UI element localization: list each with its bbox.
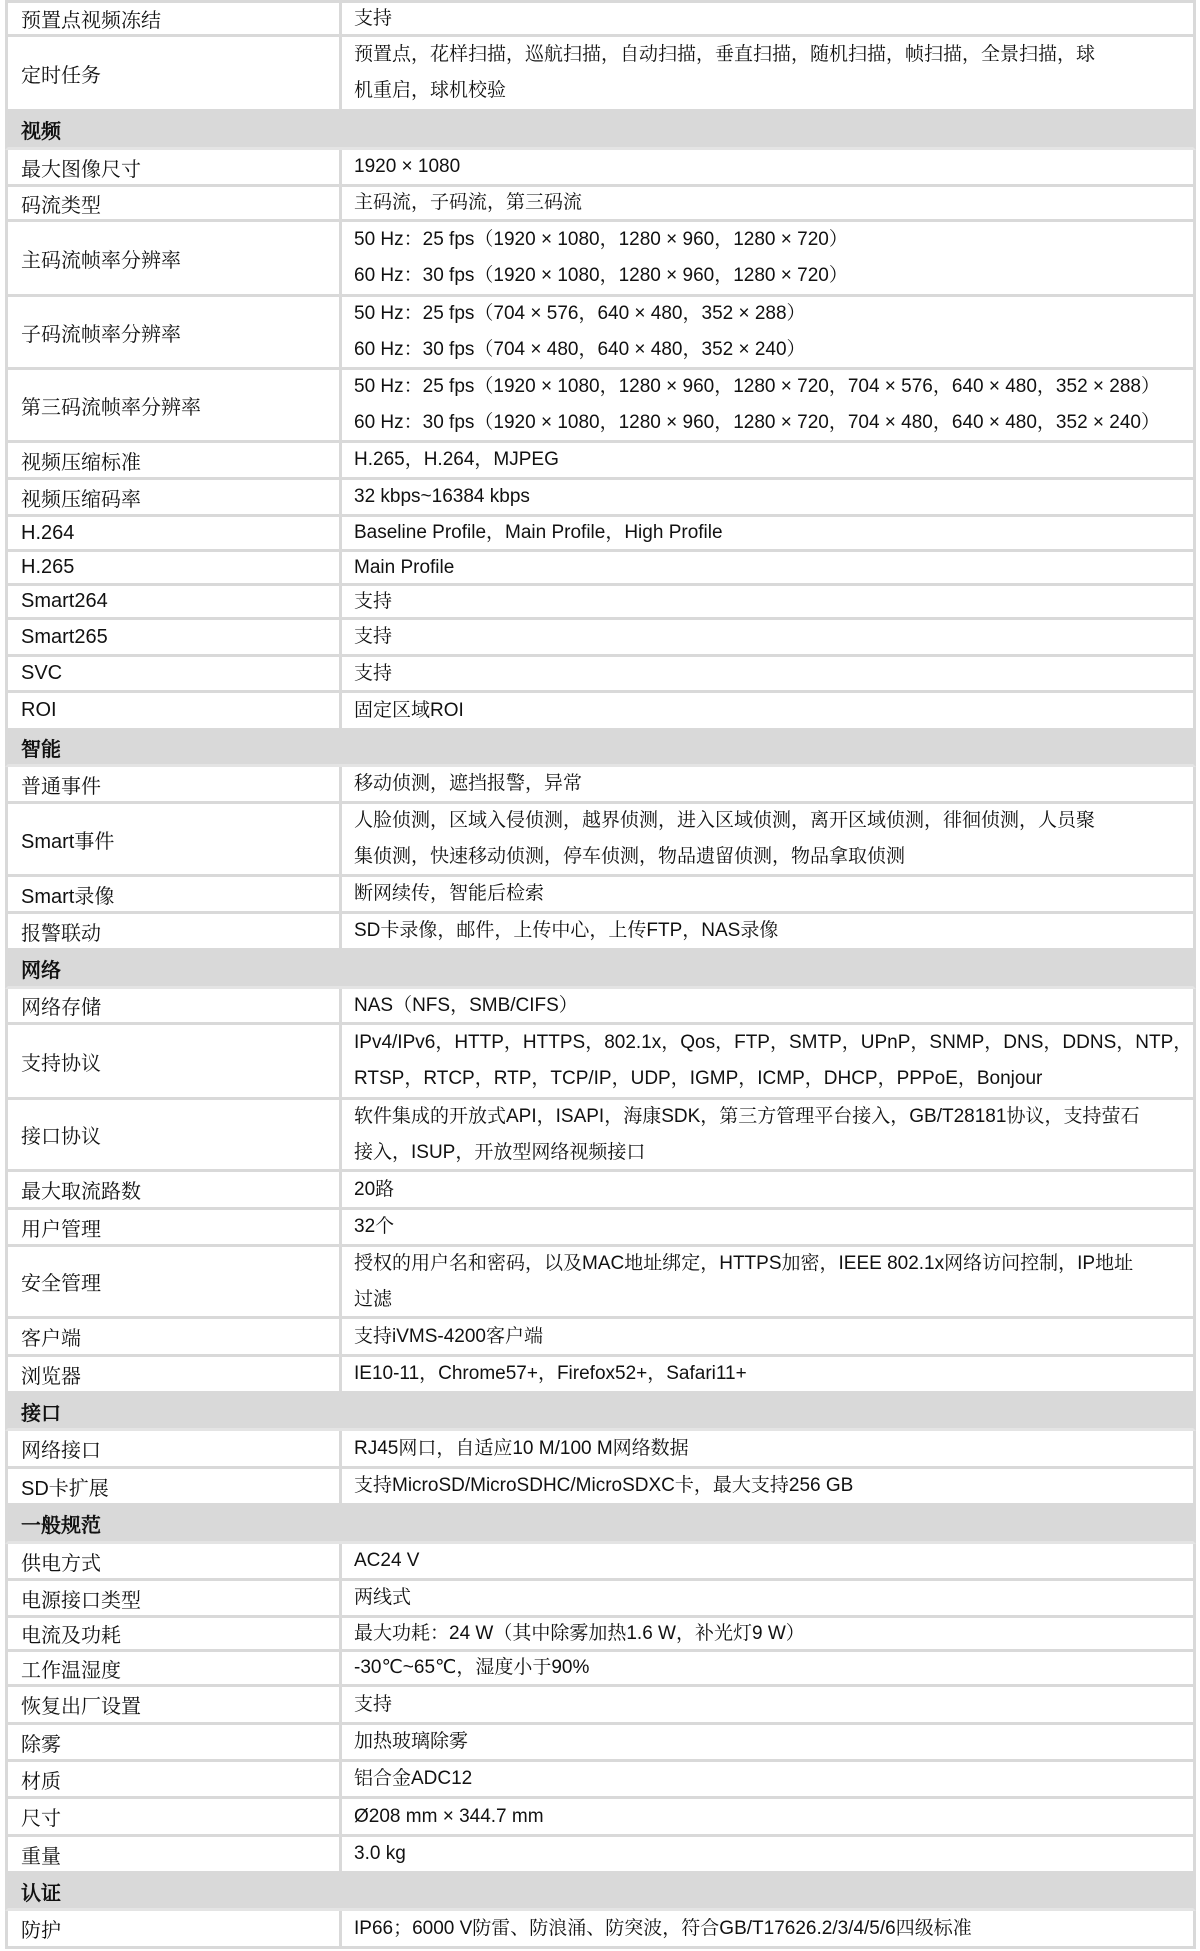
spec-row <box>5 37 1196 112</box>
spec-label: 安全管理 <box>5 1247 342 1316</box>
spec-row <box>5 804 1196 877</box>
spec-value <box>342 1581 1196 1615</box>
spec-value-line: RTSP，RTCP，RTP，TCP/IP，UDP，IGMP，ICMP，DHCP，PPPoE，Bonjour <box>354 1068 1043 1089</box>
spec-value <box>342 222 1196 294</box>
spec-row <box>5 914 1196 951</box>
spec-value-line: 铝合金ADC12 <box>354 1768 473 1789</box>
spec-label: 浏览器 <box>5 1357 342 1391</box>
spec-value-line: 集侦测，快速移动侦测，停车侦测，物品遗留侦测，物品拿取侦测 <box>354 846 906 867</box>
spec-value-line: 两线式 <box>354 1587 412 1608</box>
spec-value <box>342 914 1196 948</box>
spec-value-line: 32 kbps~16384 kbps <box>354 486 530 507</box>
spec-label: Smart事件 <box>5 804 342 874</box>
spec-value-line: 60 Hz：30 fps（704 × 480，640 × 480，352 × 240） <box>354 339 806 360</box>
spec-row <box>5 1837 1196 1874</box>
spec-value <box>342 693 1196 728</box>
spec-label: 除雾 <box>5 1725 342 1759</box>
spec-value-line: H.265，H.264，MJPEG <box>354 449 559 470</box>
spec-value <box>342 804 1196 874</box>
spec-label: SVC <box>5 657 342 690</box>
spec-label: 最大取流路数 <box>5 1172 342 1207</box>
spec-label: 视频压缩码率 <box>5 480 342 514</box>
spec-value-line: 移动侦测，遮挡报警，异常 <box>354 773 583 794</box>
spec-row <box>5 222 1196 297</box>
spec-value-line: 32个 <box>354 1216 395 1237</box>
spec-row <box>5 877 1196 914</box>
spec-label: 第三码流帧率分辨率 <box>5 370 342 440</box>
spec-value <box>342 657 1196 690</box>
spec-row <box>5 187 1196 222</box>
spec-row <box>5 1687 1196 1725</box>
spec-table <box>5 0 1196 1949</box>
spec-row <box>5 657 1196 693</box>
spec-label: 网络接口 <box>5 1431 342 1466</box>
spec-label: 预置点视频冻结 <box>5 3 342 34</box>
spec-value <box>342 1319 1196 1354</box>
spec-row <box>5 989 1196 1025</box>
spec-row <box>5 586 1196 620</box>
spec-value <box>342 552 1196 583</box>
spec-value <box>342 517 1196 549</box>
spec-value-line: 支持 <box>354 626 393 647</box>
spec-value-line: 支持iVMS-4200客户端 <box>354 1325 543 1347</box>
spec-label: 用户管理 <box>5 1210 342 1244</box>
spec-label: 普通事件 <box>5 767 342 801</box>
spec-value <box>342 1725 1196 1759</box>
spec-value-line: 支持MicroSD/MicroSDHC/MicroSDXC卡，最大支持256 GB <box>354 1475 854 1496</box>
spec-value <box>342 480 1196 514</box>
spec-value-line: 断网续传，智能后检索 <box>354 883 545 904</box>
spec-row <box>5 1799 1196 1837</box>
spec-value <box>342 187 1196 219</box>
spec-value <box>342 1172 1196 1207</box>
spec-row <box>5 517 1196 552</box>
spec-label: 定时任务 <box>5 37 342 109</box>
spec-row <box>5 1762 1196 1799</box>
spec-value-line: 支持 <box>354 7 393 29</box>
spec-value <box>342 620 1196 654</box>
spec-value <box>342 1652 1196 1684</box>
spec-label: SD卡扩展 <box>5 1469 342 1503</box>
spec-row <box>5 1100 1196 1172</box>
spec-label: 支持协议 <box>5 1025 342 1097</box>
section-header: 接口 <box>5 1394 1196 1431</box>
spec-value <box>342 1357 1196 1391</box>
spec-label: 电源接口类型 <box>5 1581 342 1615</box>
spec-value-line: NAS（NFS，SMB/CIFS） <box>354 994 578 1016</box>
spec-label: Smart265 <box>5 620 342 654</box>
spec-label: ROI <box>5 693 342 728</box>
spec-value-line: Ø208 mm × 344.7 mm <box>354 1805 544 1827</box>
spec-value-line: 接入，ISUP，开放型网络视频接口 <box>354 1141 646 1163</box>
spec-row <box>5 1431 1196 1469</box>
spec-value <box>342 370 1196 440</box>
spec-value-line: 20路 <box>354 1178 395 1200</box>
spec-label: 主码流帧率分辨率 <box>5 222 342 294</box>
spec-label: 客户端 <box>5 1319 342 1354</box>
section-header: 视频 <box>5 112 1196 150</box>
spec-label: 子码流帧率分辨率 <box>5 297 342 367</box>
spec-value-line: 主码流，子码流，第三码流 <box>354 192 583 213</box>
spec-value-line: 50 Hz：25 fps（1920 × 1080，1280 × 960，1280 × 720，704 × 576，640 × 480，352 × 288） <box>354 376 1160 397</box>
spec-value-line: 支持 <box>354 590 393 612</box>
spec-value <box>342 150 1196 184</box>
spec-value <box>342 877 1196 911</box>
spec-label: 工作温湿度 <box>5 1652 342 1684</box>
spec-row <box>5 1911 1196 1949</box>
spec-row <box>5 150 1196 187</box>
spec-row <box>5 480 1196 517</box>
spec-label: 报警联动 <box>5 914 342 948</box>
spec-value-line: 机重启，球机校验 <box>354 80 507 101</box>
spec-row <box>5 1725 1196 1762</box>
spec-row <box>5 767 1196 804</box>
spec-label: 材质 <box>5 1762 342 1796</box>
spec-value-line: 1920 × 1080 <box>354 156 461 177</box>
spec-value-line: SD卡录像，邮件，上传中心，上传FTP，NAS录像 <box>354 920 779 941</box>
spec-value-line: 支持 <box>354 1693 393 1715</box>
spec-value-line: 60 Hz：30 fps（1920 × 1080，1280 × 960，1280 × 720） <box>354 265 848 286</box>
spec-value <box>342 1911 1196 1946</box>
spec-value <box>342 443 1196 477</box>
spec-row <box>5 693 1196 731</box>
spec-row <box>5 1652 1196 1687</box>
spec-row <box>5 1025 1196 1100</box>
spec-row <box>5 1357 1196 1394</box>
spec-label: 最大图像尺寸 <box>5 150 342 184</box>
spec-row <box>5 1210 1196 1247</box>
spec-value-line: Main Profile <box>354 556 455 578</box>
spec-row <box>5 1618 1196 1652</box>
spec-value <box>342 3 1196 34</box>
spec-label: 视频压缩标准 <box>5 443 342 477</box>
spec-value <box>342 37 1196 109</box>
spec-value-line: 软件集成的开放式API，ISAPI，海康SDK，第三方管理平台接入，GB/T28181协议，支持萤石 <box>354 1105 1140 1127</box>
spec-value-line: 过滤 <box>354 1288 393 1310</box>
spec-value-line: 预置点，花样扫描，巡航扫描，自动扫描，垂直扫描，随机扫描，帧扫描，全景扫描，球 <box>354 44 1096 65</box>
spec-value-line: 3.0 kg <box>354 1843 406 1864</box>
spec-value-line: 支持 <box>354 662 393 684</box>
spec-label: 防护 <box>5 1911 342 1946</box>
spec-value-line: 加热玻璃除雾 <box>354 1731 469 1752</box>
spec-row <box>5 297 1196 370</box>
spec-value <box>342 1687 1196 1722</box>
spec-value <box>342 297 1196 367</box>
spec-row <box>5 443 1196 480</box>
section-header: 网络 <box>5 951 1196 989</box>
spec-value <box>342 1100 1196 1169</box>
spec-label: 码流类型 <box>5 187 342 219</box>
spec-value <box>342 1247 1196 1316</box>
spec-value-line: IE10-11，Chrome57+，Firefox52+，Safari11+ <box>354 1363 747 1384</box>
spec-value <box>342 1837 1196 1871</box>
spec-row <box>5 552 1196 586</box>
spec-value <box>342 989 1196 1022</box>
spec-label: H.265 <box>5 552 342 583</box>
spec-value-line: IP66；6000 V防雷、防浪涌、防突波，符合GB/T17626.2/3/4/5/6四级标准 <box>354 1917 972 1939</box>
spec-row <box>5 1247 1196 1319</box>
spec-label: Smart录像 <box>5 877 342 911</box>
spec-value-line: IPv4/IPv6，HTTP，HTTPS，802.1x，Qos，FTP，SMTP，UPnP，SNMP，DNS，DDNS，NTP， <box>354 1032 1193 1053</box>
spec-label: 尺寸 <box>5 1799 342 1834</box>
spec-value <box>342 1544 1196 1578</box>
spec-value <box>342 1431 1196 1466</box>
spec-value <box>342 1025 1196 1097</box>
spec-value-line: 最大功耗：24 W（其中除雾加热1.6 W，补光灯9 W） <box>354 1622 805 1644</box>
spec-value <box>342 586 1196 617</box>
spec-value-line: 50 Hz：25 fps（1920 × 1080，1280 × 960，1280 × 720） <box>354 229 848 250</box>
spec-value-line: 60 Hz：30 fps（1920 × 1080，1280 × 960，1280 × 720，704 × 480，640 × 480，352 × 240） <box>354 412 1160 433</box>
section-header: 认证 <box>5 1874 1196 1911</box>
spec-label: 网络存储 <box>5 989 342 1022</box>
section-header: 一般规范 <box>5 1506 1196 1544</box>
spec-row <box>5 1469 1196 1506</box>
spec-label: 恢复出厂设置 <box>5 1687 342 1722</box>
spec-label: 电流及功耗 <box>5 1618 342 1649</box>
spec-value-line: 人脸侦测，区域入侵侦测，越界侦测，进入区域侦测，离开区域侦测，徘徊侦测，人员聚 <box>354 810 1096 831</box>
spec-value-line: 50 Hz：25 fps（704 × 576，640 × 480，352 × 288） <box>354 303 806 324</box>
spec-value-line: -30℃~65℃，湿度小于90% <box>354 1657 590 1678</box>
spec-value <box>342 1469 1196 1503</box>
spec-value-line: RJ45网口，自适应10 M/100 M网络数据 <box>354 1437 689 1459</box>
spec-row <box>5 370 1196 443</box>
spec-row <box>5 1544 1196 1581</box>
spec-label: Smart264 <box>5 586 342 617</box>
spec-value-line: 授权的用户名和密码，以及MAC地址绑定，HTTPS加密，IEEE 802.1x网络访问控制，IP地址 <box>354 1252 1134 1274</box>
spec-label: 供电方式 <box>5 1544 342 1578</box>
spec-label: 重量 <box>5 1837 342 1871</box>
spec-value-line: Baseline Profile，Main Profile，High Profile <box>354 522 723 543</box>
spec-label: 接口协议 <box>5 1100 342 1169</box>
spec-value <box>342 1799 1196 1834</box>
spec-value <box>342 1762 1196 1796</box>
spec-value <box>342 1618 1196 1649</box>
spec-row <box>5 620 1196 657</box>
spec-row <box>5 1319 1196 1357</box>
spec-row <box>5 0 1196 37</box>
spec-value-line: AC24 V <box>354 1550 420 1571</box>
spec-value <box>342 767 1196 801</box>
section-header: 智能 <box>5 731 1196 767</box>
spec-row <box>5 1581 1196 1618</box>
spec-value-line: 固定区域ROI <box>354 699 464 721</box>
spec-row <box>5 1172 1196 1210</box>
spec-label: H.264 <box>5 517 342 549</box>
spec-value <box>342 1210 1196 1244</box>
